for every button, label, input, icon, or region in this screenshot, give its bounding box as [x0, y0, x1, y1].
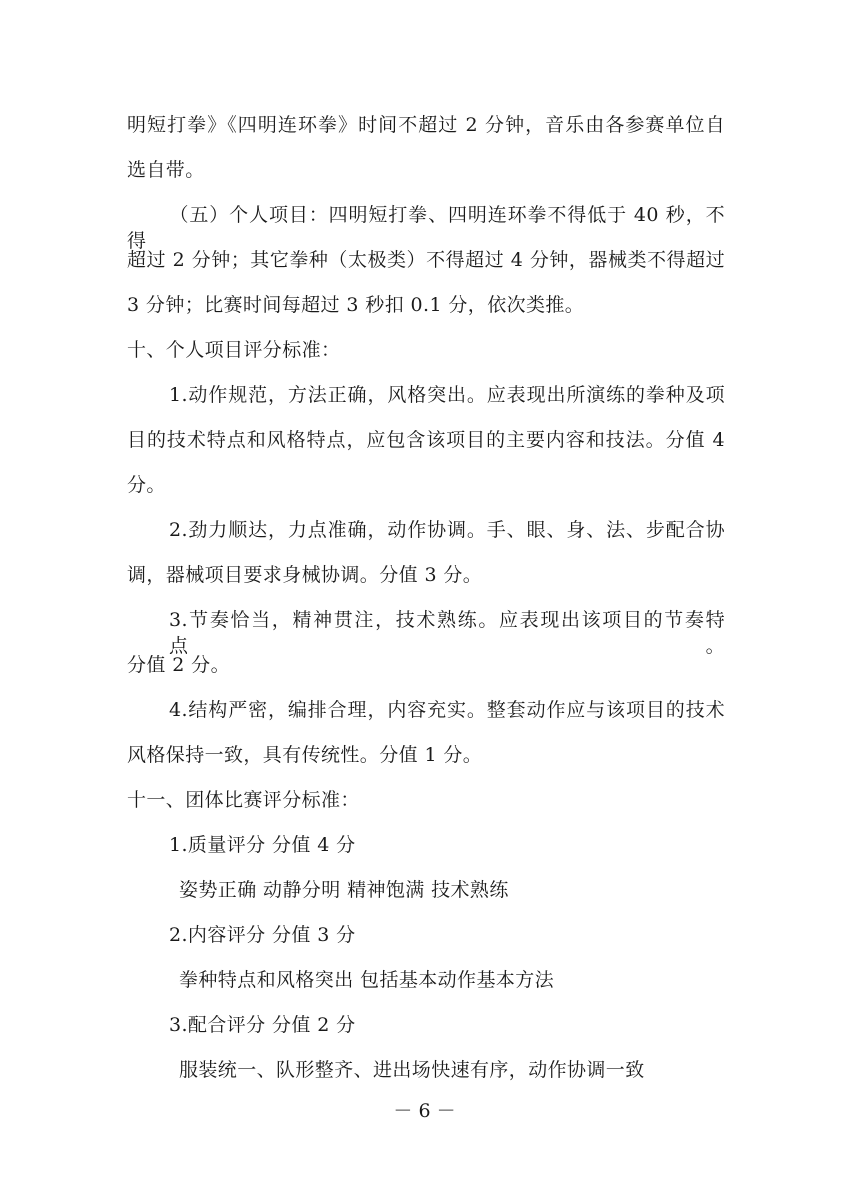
list-item-line: 分。 [127, 474, 166, 496]
paragraph-text: （五）个人项目：四明短打拳、四明连环拳不得低于 40 秒，不得 [127, 204, 725, 252]
paragraph-line: 3 分钟；比赛时间每超过 3 秒扣 0.1 分，依次类推。 [127, 294, 585, 316]
page-number: － 6 － [393, 1100, 456, 1122]
list-item-line: 调，器械项目要求身械协调。分值 3 分。 [127, 564, 483, 586]
score-item-title: 2.内容评分 分值 3 分 [169, 924, 356, 946]
section-heading: 十、个人项目评分标准： [127, 339, 341, 361]
list-item-line: 3.节奏恰当，精神贯注，技术熟练。应表现出该项目的节奏特点。 [169, 609, 725, 657]
list-item-line: 分值 2 分。 [127, 654, 230, 676]
score-item-title: 1.质量评分 分值 4 分 [169, 834, 356, 856]
paragraph-line: 明短打拳》《四明连环拳》时间不超过 2 分钟，音乐由各参赛单位自 [127, 114, 725, 136]
score-item-detail: 姿势正确 动静分明 精神饱满 技术熟练 [179, 879, 509, 901]
score-item-detail: 拳种特点和风格突出 包括基本动作基本方法 [179, 969, 555, 991]
list-item-line: 2.劲力顺达，力点准确，动作协调。手、眼、身、法、步配合协 [169, 519, 725, 541]
paragraph-line: 选自带。 [127, 159, 205, 181]
paragraph-line [127, 202, 725, 252]
list-item-line: 目的技术特点和风格特点，应包含该项目的主要内容和技法。分值 4 [127, 429, 725, 451]
list-item-line: 1.动作规范，方法正确，风格突出。应表现出所演练的拳种及项 [169, 384, 725, 406]
list-item-line: 4.结构严密，编排合理，内容充实。整套动作应与该项目的技术 [169, 699, 725, 721]
score-item-detail: 服装统一、队形整齐、进出场快速有序，动作协调一致 [179, 1059, 645, 1081]
score-item-title: 3.配合评分 分值 2 分 [169, 1014, 356, 1036]
section-heading: 十一、团体比赛评分标准： [127, 789, 360, 811]
paragraph-line: 超过 2 分钟；其它拳种（太极类）不得超过 4 分钟，器械类不得超过 [127, 249, 725, 271]
list-item-line: 风格保持一致，具有传统性。分值 1 分。 [127, 744, 483, 766]
